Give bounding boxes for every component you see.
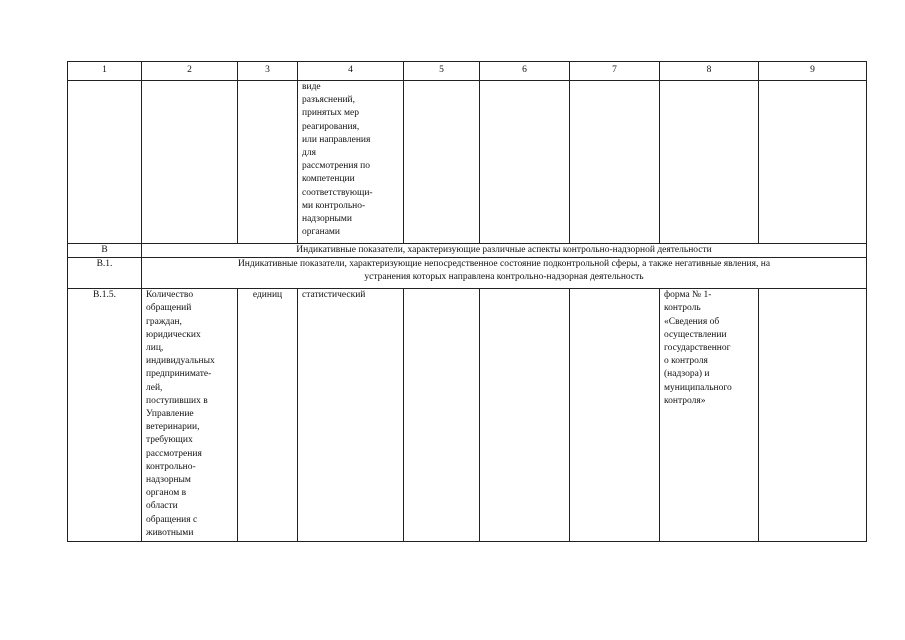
col-header-8: 8 xyxy=(660,62,759,81)
indicator-code: В.1.5. xyxy=(68,289,142,542)
continuation-row xyxy=(68,81,867,244)
col-header-6: 6 xyxy=(480,62,570,81)
col-header-2: 2 xyxy=(142,62,238,81)
section-b-code: В xyxy=(68,244,142,258)
indicator-name: Количество обращений граждан, юридических лиц, индивидуальных предпринимате- лей, поступивших в Управление ветеринарии, требующих рассмотрения контрольно- надзорным органом в области обращения с животными xyxy=(142,289,238,542)
col-header-4: 4 xyxy=(298,62,404,81)
col-header-1: 1 xyxy=(68,62,142,81)
indicator-method: статистический xyxy=(298,289,404,542)
section-b1-row xyxy=(68,258,867,289)
indicator-source: форма № 1- контроль «Сведения об осуществлении государственног о контроля (надзора) и муниципального контроля» xyxy=(660,289,759,542)
indicator-row-b15 xyxy=(68,289,867,542)
section-b-title: Индикативные показатели, характеризующие различные аспекты контрольно-надзорной деятельности xyxy=(142,244,867,258)
section-b1-code: В.1. xyxy=(68,258,142,289)
header-row xyxy=(68,62,867,81)
section-b1-title: Индикативные показатели, характеризующие непосредственное состояние подконтрольной сферы, а также негативные явления, на устранения которых направлена контрольно-надзорная деятельность xyxy=(142,258,867,289)
section-b-row xyxy=(68,244,867,258)
col-header-7: 7 xyxy=(570,62,660,81)
continuation-text: виде разъяснений, принятых мер реагирования, или направления для рассмотрения по компетенции соответствующи- ми контрольно- надзорными органами xyxy=(298,81,404,244)
indicators-table xyxy=(67,61,867,542)
col-header-9: 9 xyxy=(759,62,867,81)
indicator-unit: единиц xyxy=(238,289,298,542)
col-header-5: 5 xyxy=(404,62,480,81)
col-header-3: 3 xyxy=(238,62,298,81)
